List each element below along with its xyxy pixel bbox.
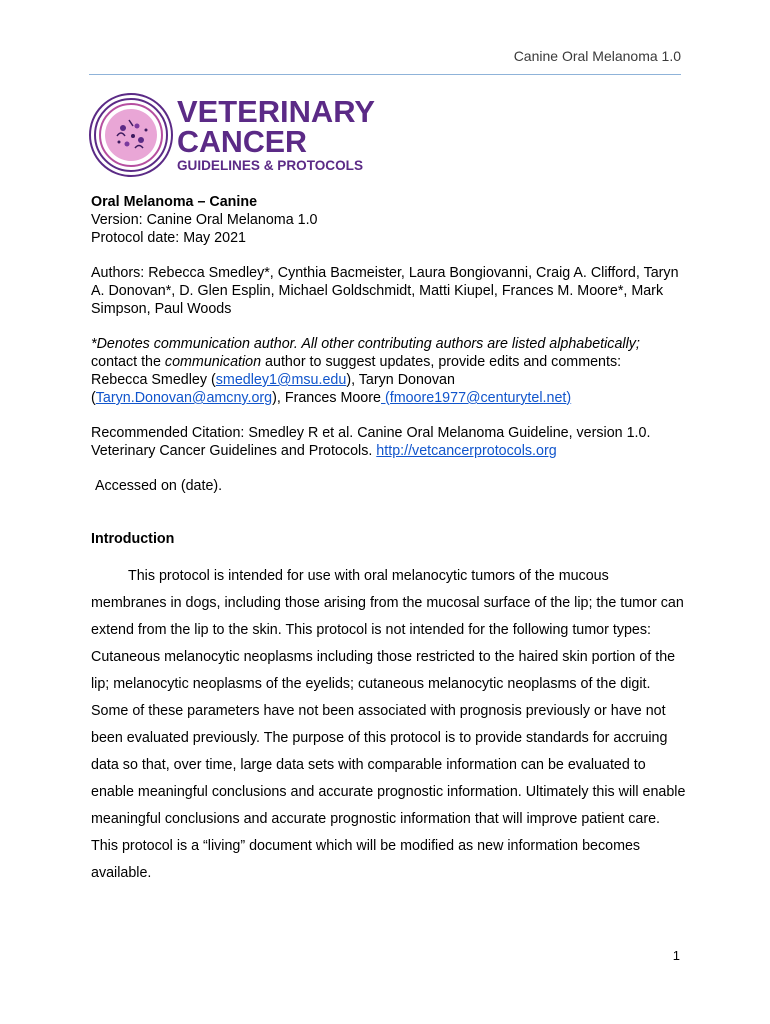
- logo-line-2: CANCER: [177, 124, 307, 159]
- note-text-end: author to suggest updates, provide edits and comments:: [261, 354, 622, 370]
- email-link-moore[interactable]: (fmoore1977@centurytel.net: [380, 390, 567, 406]
- authors-paragraph: Authors: Rebecca Smedley*, Cynthia Bacmeister, Laura Bongiovanni, Craig A. Clifford, Taryn A. Donovan*, D. Glen Esplin, Michael Goldschmidt, Matti Kiupel, Frances M. Moore*, Mark Simpson, Paul Woods: [91, 265, 679, 317]
- contact-name-3: ), Frances Moore: [272, 390, 381, 406]
- accessed-line: Accessed on (date).: [95, 478, 223, 494]
- document-title: Oral Melanoma – Canine: [91, 194, 258, 210]
- logo-emblem: [90, 94, 172, 176]
- logo-line-1: VETERINARY: [177, 94, 376, 129]
- version-line: Version: Canine Oral Melanoma 1.0: [91, 212, 318, 228]
- introduction-heading: Introduction: [91, 531, 175, 547]
- email-link-smedley[interactable]: smedley1@msu.edu: [215, 372, 347, 388]
- citation-text: Recommended Citation: Smedley R et al. Canine Oral Melanoma Guideline, version 1.0. Veterinary Cancer Guidelines and Protocols.: [91, 425, 651, 459]
- document-body: [91, 193, 687, 887]
- email-link-donovan[interactable]: Taryn.Donovan@amcny.org: [95, 390, 273, 406]
- running-header: Canine Oral Melanoma 1.0: [513, 48, 681, 64]
- header-divider: [89, 74, 681, 75]
- paren-open: (: [91, 390, 96, 406]
- communication-note: [91, 335, 687, 407]
- note-italic: *Denotes communication author. All other contributing authors are listed alphabetically;: [91, 336, 640, 352]
- contact-name-1: Rebecca Smedley (: [91, 372, 216, 388]
- note-italic-word: communication: [164, 354, 262, 370]
- citation-link[interactable]: http://vetcancerprotocols.org: [376, 443, 557, 459]
- citation-paragraph: [91, 424, 687, 460]
- paren-close: ): [566, 390, 572, 406]
- protocol-date: Protocol date: May 2021: [91, 230, 246, 246]
- page-number: 1: [672, 948, 680, 963]
- contact-name-2: ), Taryn Donovan: [346, 372, 455, 388]
- logo-line-3: GUIDELINES & PROTOCOLS: [177, 157, 363, 173]
- veterinary-cancer-logo: [89, 92, 379, 178]
- note-text: contact the: [91, 354, 165, 370]
- introduction-paragraph: This protocol is intended for use with oral melanocytic tumors of the mucous membranes in dogs, including those arising from the mucosal surface of the lip; the tumor can extend from the lip to the skin. This protocol is not intended for the following tumor types: Cutaneous melanocytic neoplasms including those restricted to the haired skin portion of the lip; melanocytic neoplasms of the eyelids; cutaneous melanocytic neoplasms of the digit. Some of these parameters have not been associated with prognosis previously or have not been evaluated previously. The purpose of this protocol is to provide standards for accruing data so that, over time, large data sets with comparable information can be evaluated to enable meaningful conclusions and accurate prognostic information. Ultimately this will enable meaningful conclusions and accurate prognostic information that will improve patient care. This protocol is a “living” document which will be modified as new information becomes available.: [91, 568, 686, 881]
